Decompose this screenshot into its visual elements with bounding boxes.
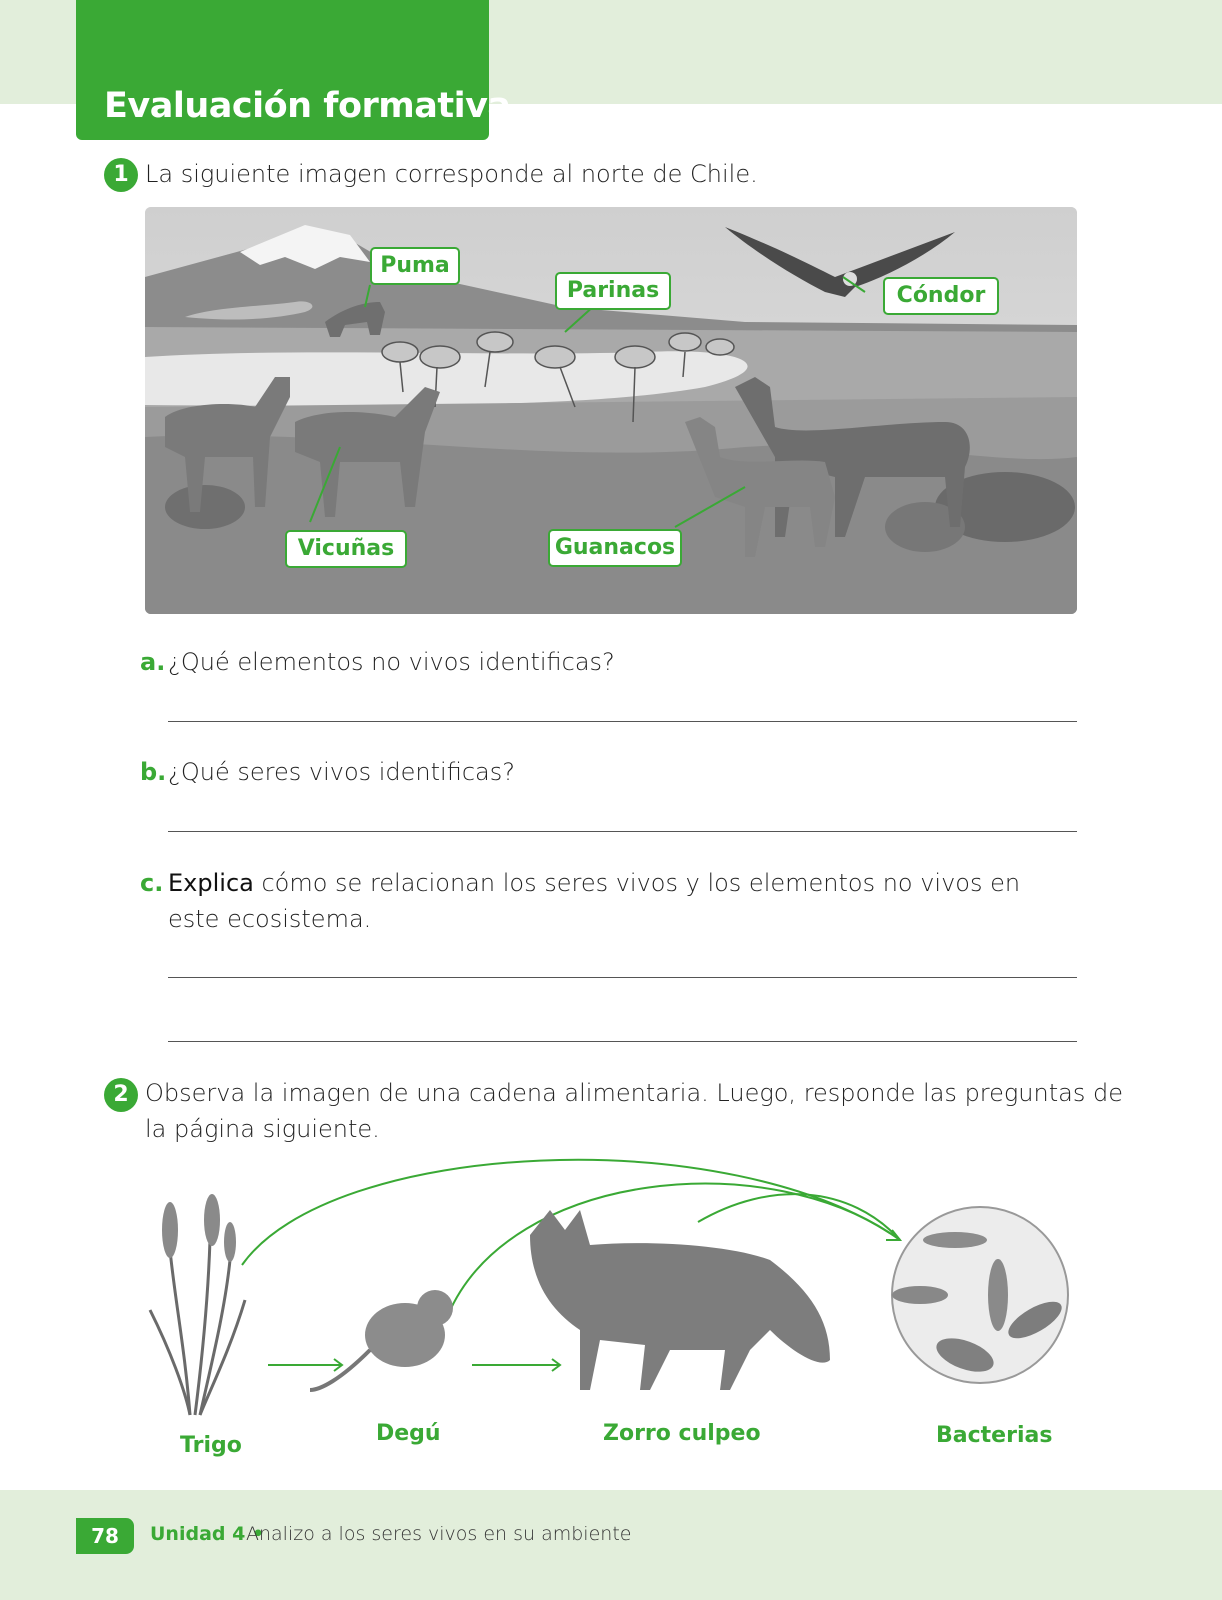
subquestion-c-bold: Explica [168, 869, 254, 897]
degu-drawing [310, 1290, 453, 1390]
subquestion-c-letter: c. [140, 869, 164, 897]
label-zorro-culpeo: Zorro culpeo [603, 1421, 761, 1446]
answer-line-c2[interactable] [168, 1041, 1077, 1042]
label-condor: Cóndor [883, 277, 999, 315]
bacteria-drawing [892, 1207, 1068, 1383]
question-2-line1: Observa la imagen de una cadena alimentaria. Luego, responde las preguntas de [145, 1079, 1123, 1107]
label-guanacos: Guanacos [548, 529, 682, 567]
subquestion-a-letter: a. [140, 648, 166, 676]
subquestion-c-text-line2: este ecosistema. [168, 905, 372, 933]
food-chain-illustration [130, 1150, 1090, 1480]
wheat-drawing [150, 1240, 245, 1415]
label-bacterias: Bacterias [936, 1423, 1053, 1448]
answer-line-a[interactable] [168, 721, 1077, 722]
answer-line-c1[interactable] [168, 977, 1077, 978]
question-1-text: La siguiente imagen corresponde al norte de Chile. [145, 160, 758, 188]
label-vicunas: Vicuñas [285, 530, 407, 568]
subquestion-c-text [168, 866, 1020, 901]
north-chile-illustration [145, 207, 1077, 614]
footer-subtitle: Analizo a los seres vivos en su ambiente [246, 1523, 632, 1545]
page-number: 78 [76, 1518, 134, 1554]
question-2-line2: la página siguiente. [145, 1115, 380, 1143]
label-puma: Puma [370, 247, 460, 285]
subquestion-b-text: ¿Qué seres vivos identificas? [168, 758, 515, 786]
fox-drawing [530, 1210, 830, 1390]
page-title: Evaluación formativa [104, 86, 511, 126]
footer-unit: Unidad 4 • [150, 1523, 265, 1545]
subquestion-a-text: ¿Qué elementos no vivos identificas? [168, 648, 615, 676]
answer-line-b[interactable] [168, 831, 1077, 832]
footer-band [0, 1490, 1222, 1600]
label-trigo: Trigo [180, 1433, 242, 1458]
question-number-2: 2 [104, 1078, 138, 1112]
subquestion-c-rest: cómo se relacionan los seres vivos y los elementos no vivos en [253, 869, 1021, 897]
label-parinas: Parinas [555, 272, 671, 310]
subquestion-b-letter: b. [140, 758, 167, 786]
label-degu: Degú [376, 1421, 441, 1446]
question-number-1: 1 [104, 158, 138, 192]
